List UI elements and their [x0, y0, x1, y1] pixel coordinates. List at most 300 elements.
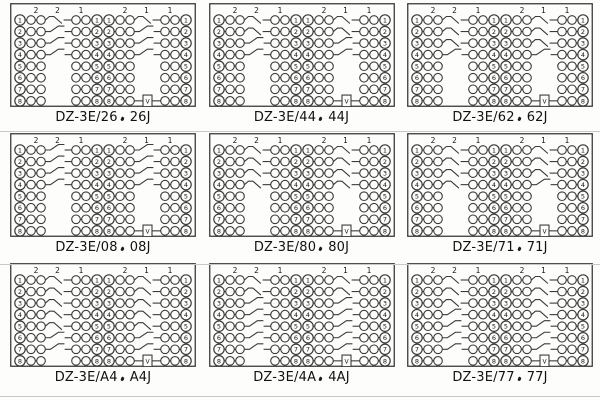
terminal-circle: [37, 50, 46, 59]
relay-diagram-panel-9: [407, 263, 593, 393]
svg-text:4: 4: [382, 51, 387, 60]
terminal-circle: [568, 310, 577, 319]
terminal-circle: [235, 299, 244, 308]
terminal-circle: [434, 27, 443, 36]
terminal-circle: [513, 73, 522, 82]
svg-text:3: 3: [106, 299, 112, 308]
panel-variant: 4AJ: [328, 370, 350, 385]
svg-text:6: 6: [94, 74, 100, 83]
terminal-circle: [314, 192, 323, 201]
terminal-circle: [116, 169, 125, 178]
svg-text:3: 3: [183, 299, 189, 308]
panel-caption: [55, 110, 150, 125]
svg-text:8: 8: [17, 227, 23, 236]
terminal-circle: [37, 299, 46, 308]
svg-text:6: 6: [491, 74, 497, 83]
svg-text:8: 8: [414, 357, 420, 366]
terminal-circle: [513, 50, 522, 59]
svg-text:1: 1: [564, 266, 570, 275]
terminal-circle: [369, 180, 378, 189]
terminal-circle: [37, 333, 46, 342]
svg-text:2: 2: [491, 27, 497, 36]
make-contact-icon: [244, 49, 263, 55]
terminal-circle: [479, 287, 488, 296]
break-contact-icon: [531, 40, 548, 47]
terminal-circle: [469, 146, 478, 155]
terminal-circle: [558, 50, 567, 59]
coil-symbol: V: [145, 98, 150, 106]
break-contact-icon: [244, 17, 261, 24]
terminal-circle: [558, 39, 567, 48]
terminal-circle: [513, 276, 522, 285]
terminal-circle: [161, 203, 170, 212]
panel-caption: [55, 370, 152, 385]
break-contact-icon: [333, 158, 350, 165]
terminal-circle: [359, 215, 368, 224]
svg-text:2: 2: [94, 157, 100, 166]
terminal-circle: [434, 146, 443, 155]
terminal-circle: [116, 85, 125, 94]
terminal-circle: [513, 357, 522, 366]
terminal-circle: [523, 299, 532, 308]
terminal-circle: [116, 146, 125, 155]
terminal-circle: [225, 215, 234, 224]
terminal-circle: [469, 180, 478, 189]
terminal-circle: [270, 39, 279, 48]
svg-text:8: 8: [580, 227, 586, 236]
terminal-circle: [434, 287, 443, 296]
svg-text:3: 3: [94, 169, 100, 178]
svg-text:6: 6: [17, 334, 23, 343]
terminal-circle: [324, 157, 333, 166]
make-contact-icon: [45, 26, 64, 32]
svg-text:6: 6: [414, 334, 420, 343]
terminal-circle: [479, 215, 488, 224]
left-terminal-block: [213, 266, 300, 366]
terminal-circle: [469, 310, 478, 319]
terminal-circle: [126, 215, 135, 224]
right-terminal-block: [501, 266, 588, 367]
terminal-circle: [126, 322, 135, 331]
terminal-circle: [82, 333, 91, 342]
terminal-circle: [568, 276, 577, 285]
terminal-circle: [359, 85, 368, 94]
svg-text:3: 3: [17, 299, 23, 308]
svg-text:2: 2: [382, 27, 387, 36]
svg-text:1: 1: [144, 266, 149, 275]
terminal-circle: [523, 50, 532, 59]
svg-text:4: 4: [580, 51, 586, 60]
svg-text:1: 1: [382, 276, 387, 285]
svg-text:5: 5: [94, 62, 100, 71]
svg-text:8: 8: [414, 97, 420, 106]
svg-text:2: 2: [106, 157, 112, 166]
terminal-circle: [37, 180, 46, 189]
svg-text:8: 8: [17, 357, 23, 366]
terminal-circle: [359, 227, 368, 236]
panel-variant: 71J: [526, 240, 548, 255]
right-terminal-block: [501, 136, 588, 237]
terminal-circle: [225, 203, 234, 212]
terminal-circle: [523, 39, 532, 48]
terminal-circle: [270, 276, 279, 285]
make-contact-icon: [45, 145, 64, 151]
svg-text:2: 2: [305, 287, 310, 296]
terminal-circle: [72, 169, 81, 178]
terminal-circle: [27, 85, 36, 94]
terminal-circle: [72, 157, 81, 166]
terminal-circle: [479, 62, 488, 71]
terminal-circle: [270, 146, 279, 155]
break-contact-icon: [45, 17, 62, 24]
terminal-circle: [27, 27, 36, 36]
terminal-circle: [558, 85, 567, 94]
terminal-circle: [72, 50, 81, 59]
terminal-circle: [161, 157, 170, 166]
svg-text:7: 7: [503, 85, 509, 94]
terminal-circle: [27, 62, 36, 71]
terminal-circle: [72, 345, 81, 354]
svg-text:8: 8: [17, 97, 23, 106]
terminal-circle: [270, 287, 279, 296]
terminal-circle: [369, 345, 378, 354]
terminal-circle: [513, 310, 522, 319]
terminal-wiring-diagram: [209, 133, 395, 237]
svg-text:3: 3: [216, 169, 221, 178]
terminal-circle: [434, 39, 443, 48]
svg-text:8: 8: [491, 97, 497, 106]
svg-text:5: 5: [106, 322, 112, 331]
terminal-circle: [270, 97, 279, 106]
svg-text:2: 2: [503, 27, 509, 36]
terminal-circle: [82, 192, 91, 201]
terminal-circle: [479, 146, 488, 155]
terminal-circle: [116, 50, 125, 59]
terminal-circle: [324, 85, 333, 94]
svg-text:1: 1: [183, 146, 189, 155]
terminal-circle: [523, 287, 532, 296]
terminal-circle: [280, 97, 289, 106]
terminal-circle: [523, 192, 532, 201]
terminal-circle: [171, 97, 180, 106]
svg-text:2: 2: [216, 287, 221, 296]
terminal-circle: [280, 169, 289, 178]
svg-text:1: 1: [366, 136, 371, 145]
terminal-circle: [479, 299, 488, 308]
terminal-circle: [27, 276, 36, 285]
svg-text:4: 4: [305, 311, 310, 320]
terminal-circle: [270, 357, 279, 366]
svg-text:8: 8: [491, 227, 497, 236]
terminal-circle: [280, 287, 289, 296]
svg-text:5: 5: [183, 192, 189, 201]
terminal-wiring-diagram: [209, 3, 395, 107]
terminal-wiring-diagram: [10, 3, 196, 107]
terminal-circle: [324, 299, 333, 308]
terminal-circle: [479, 39, 488, 48]
svg-text:5: 5: [293, 62, 298, 71]
terminal-circle: [479, 333, 488, 342]
relay-diagram-panel-6: [407, 133, 593, 263]
terminal-circle: [513, 333, 522, 342]
svg-text:8: 8: [216, 97, 221, 106]
terminal-circle: [235, 203, 244, 212]
terminal-circle: [369, 192, 378, 201]
make-contact-icon: [531, 49, 550, 55]
svg-text:4: 4: [106, 311, 112, 320]
right-terminal-block: [302, 266, 389, 367]
terminal-circle: [434, 180, 443, 189]
terminal-circle: [161, 39, 170, 48]
svg-text:2: 2: [580, 287, 586, 296]
terminal-circle: [434, 50, 443, 59]
panel-model: DZ-3E/77: [452, 370, 515, 385]
relay-diagram-panel-4: [10, 133, 196, 263]
left-terminal-block: [213, 136, 300, 236]
break-contact-icon: [45, 277, 62, 284]
terminal-circle: [314, 27, 323, 36]
ideographic-comma: [517, 117, 521, 122]
terminal-circle: [324, 73, 333, 82]
svg-text:8: 8: [503, 227, 509, 236]
terminal-circle: [280, 333, 289, 342]
svg-text:3: 3: [293, 299, 298, 308]
make-contact-icon: [244, 332, 263, 338]
terminal-circle: [27, 203, 36, 212]
svg-text:7: 7: [305, 215, 310, 224]
make-contact-icon: [244, 298, 263, 304]
terminal-circle: [235, 357, 244, 366]
terminal-circle: [513, 27, 522, 36]
svg-text:7: 7: [382, 345, 387, 354]
terminal-circle: [171, 276, 180, 285]
svg-text:8: 8: [106, 97, 112, 106]
svg-text:2: 2: [305, 157, 310, 166]
terminal-circle: [479, 345, 488, 354]
svg-text:8: 8: [106, 357, 112, 366]
terminal-circle: [27, 227, 36, 236]
terminal-circle: [523, 62, 532, 71]
terminal-circle: [558, 310, 567, 319]
make-contact-icon: [333, 321, 352, 327]
terminal-circle: [558, 97, 567, 106]
terminal-circle: [116, 180, 125, 189]
terminal-circle: [126, 146, 135, 155]
terminal-circle: [225, 345, 234, 354]
svg-text:1: 1: [277, 136, 282, 145]
svg-text:2: 2: [106, 27, 112, 36]
terminal-wiring-diagram: [407, 3, 593, 107]
make-contact-icon: [244, 38, 263, 44]
panel-caption: [55, 240, 150, 255]
svg-text:2: 2: [253, 136, 259, 145]
terminal-circle: [171, 85, 180, 94]
terminal-circle: [523, 345, 532, 354]
terminal-circle: [161, 180, 170, 189]
terminal-circle: [324, 192, 333, 201]
svg-text:6: 6: [580, 334, 586, 343]
break-contact-icon: [244, 28, 261, 35]
svg-text:4: 4: [503, 51, 509, 60]
terminal-circle: [324, 345, 333, 354]
terminal-circle: [116, 287, 125, 296]
terminal-circle: [523, 333, 532, 342]
svg-text:2: 2: [232, 6, 237, 15]
svg-text:3: 3: [580, 39, 586, 48]
terminal-circle: [314, 333, 323, 342]
terminal-circle: [171, 322, 180, 331]
terminal-circle: [469, 62, 478, 71]
svg-text:6: 6: [503, 204, 509, 213]
terminal-circle: [324, 333, 333, 342]
terminal-circle: [513, 227, 522, 236]
svg-text:1: 1: [277, 6, 282, 15]
svg-text:1: 1: [17, 16, 23, 25]
terminal-circle: [126, 299, 135, 308]
svg-text:1: 1: [293, 276, 298, 285]
svg-text:3: 3: [491, 39, 497, 48]
terminal-circle: [72, 62, 81, 71]
terminal-circle: [82, 16, 91, 25]
terminal-circle: [558, 345, 567, 354]
terminal-circle: [126, 357, 135, 366]
terminal-circle: [27, 16, 36, 25]
svg-text:7: 7: [94, 215, 100, 224]
terminal-circle: [225, 227, 234, 236]
panel-model: DZ-3E/71: [452, 240, 515, 255]
svg-text:4: 4: [183, 51, 189, 60]
terminal-circle: [280, 39, 289, 48]
svg-text:6: 6: [216, 74, 221, 83]
terminal-circle: [513, 299, 522, 308]
terminal-circle: [359, 322, 368, 331]
svg-text:2: 2: [414, 27, 420, 36]
make-contact-icon: [333, 298, 352, 304]
svg-text:7: 7: [305, 345, 310, 354]
terminal-circle: [314, 157, 323, 166]
terminal-circle: [235, 97, 244, 106]
terminal-circle: [225, 146, 234, 155]
terminal-circle: [72, 287, 81, 296]
svg-text:7: 7: [17, 85, 23, 94]
svg-text:3: 3: [414, 299, 420, 308]
svg-text:2: 2: [382, 287, 387, 296]
terminal-circle: [359, 345, 368, 354]
svg-text:7: 7: [183, 215, 189, 224]
terminal-circle: [434, 16, 443, 25]
terminal-circle: [568, 50, 577, 59]
make-contact-icon: [45, 344, 64, 350]
svg-text:5: 5: [580, 322, 586, 331]
terminal-circle: [37, 85, 46, 94]
svg-text:3: 3: [491, 169, 497, 178]
svg-text:7: 7: [580, 215, 586, 224]
terminal-circle: [568, 322, 577, 331]
terminal-circle: [469, 73, 478, 82]
terminal-circle: [479, 85, 488, 94]
terminal-circle: [523, 27, 532, 36]
make-contact-icon: [531, 332, 550, 338]
terminal-circle: [280, 345, 289, 354]
svg-text:4: 4: [491, 181, 497, 190]
terminal-circle: [171, 39, 180, 48]
ideographic-comma: [120, 377, 124, 382]
svg-text:2: 2: [293, 287, 298, 296]
svg-text:3: 3: [305, 39, 310, 48]
terminal-circle: [161, 85, 170, 94]
terminal-circle: [424, 357, 433, 366]
svg-text:5: 5: [414, 322, 420, 331]
terminal-circle: [434, 215, 443, 224]
terminal-circle: [359, 310, 368, 319]
terminal-circle: [568, 169, 577, 178]
terminal-circle: [314, 310, 323, 319]
terminal-circle: [270, 27, 279, 36]
terminal-circle: [280, 310, 289, 319]
terminal-circle: [369, 357, 378, 366]
svg-text:5: 5: [183, 62, 189, 71]
terminal-circle: [523, 276, 532, 285]
svg-text:2: 2: [216, 27, 221, 36]
svg-text:1: 1: [564, 6, 570, 15]
svg-text:8: 8: [305, 357, 310, 366]
ideographic-comma: [517, 247, 521, 252]
svg-text:1: 1: [305, 16, 310, 25]
terminal-circle: [72, 333, 81, 342]
svg-text:3: 3: [94, 39, 100, 48]
svg-text:2: 2: [452, 266, 457, 275]
terminal-circle: [37, 39, 46, 48]
terminal-circle: [523, 215, 532, 224]
terminal-circle: [235, 85, 244, 94]
svg-text:2: 2: [519, 136, 525, 145]
terminal-circle: [469, 357, 478, 366]
svg-text:8: 8: [491, 357, 497, 366]
panel-caption: [253, 370, 350, 385]
svg-text:3: 3: [491, 299, 497, 308]
svg-text:1: 1: [94, 16, 100, 25]
svg-text:8: 8: [293, 227, 298, 236]
panel-caption: [254, 240, 349, 255]
terminal-circle: [558, 299, 567, 308]
svg-text:2: 2: [491, 157, 497, 166]
svg-text:4: 4: [382, 181, 387, 190]
terminal-circle: [359, 287, 368, 296]
svg-text:4: 4: [503, 181, 509, 190]
svg-text:2: 2: [503, 287, 509, 296]
svg-text:1: 1: [216, 16, 221, 25]
left-terminal-block: [412, 6, 499, 106]
terminal-circle: [82, 357, 91, 366]
terminal-circle: [82, 322, 91, 331]
svg-text:4: 4: [183, 181, 189, 190]
terminal-circle: [479, 310, 488, 319]
terminal-circle: [369, 27, 378, 36]
terminal-circle: [72, 299, 81, 308]
terminal-circle: [161, 16, 170, 25]
make-contact-icon: [45, 332, 64, 338]
terminal-circle: [280, 192, 289, 201]
terminal-circle: [161, 73, 170, 82]
panel-caption: [254, 110, 349, 125]
terminal-circle: [27, 146, 36, 155]
ideographic-comma: [120, 247, 124, 252]
terminal-circle: [235, 146, 244, 155]
terminal-circle: [523, 357, 532, 366]
svg-text:3: 3: [414, 169, 420, 178]
break-contact-icon: [134, 17, 151, 24]
panel-model: DZ-3E/08: [55, 240, 118, 255]
